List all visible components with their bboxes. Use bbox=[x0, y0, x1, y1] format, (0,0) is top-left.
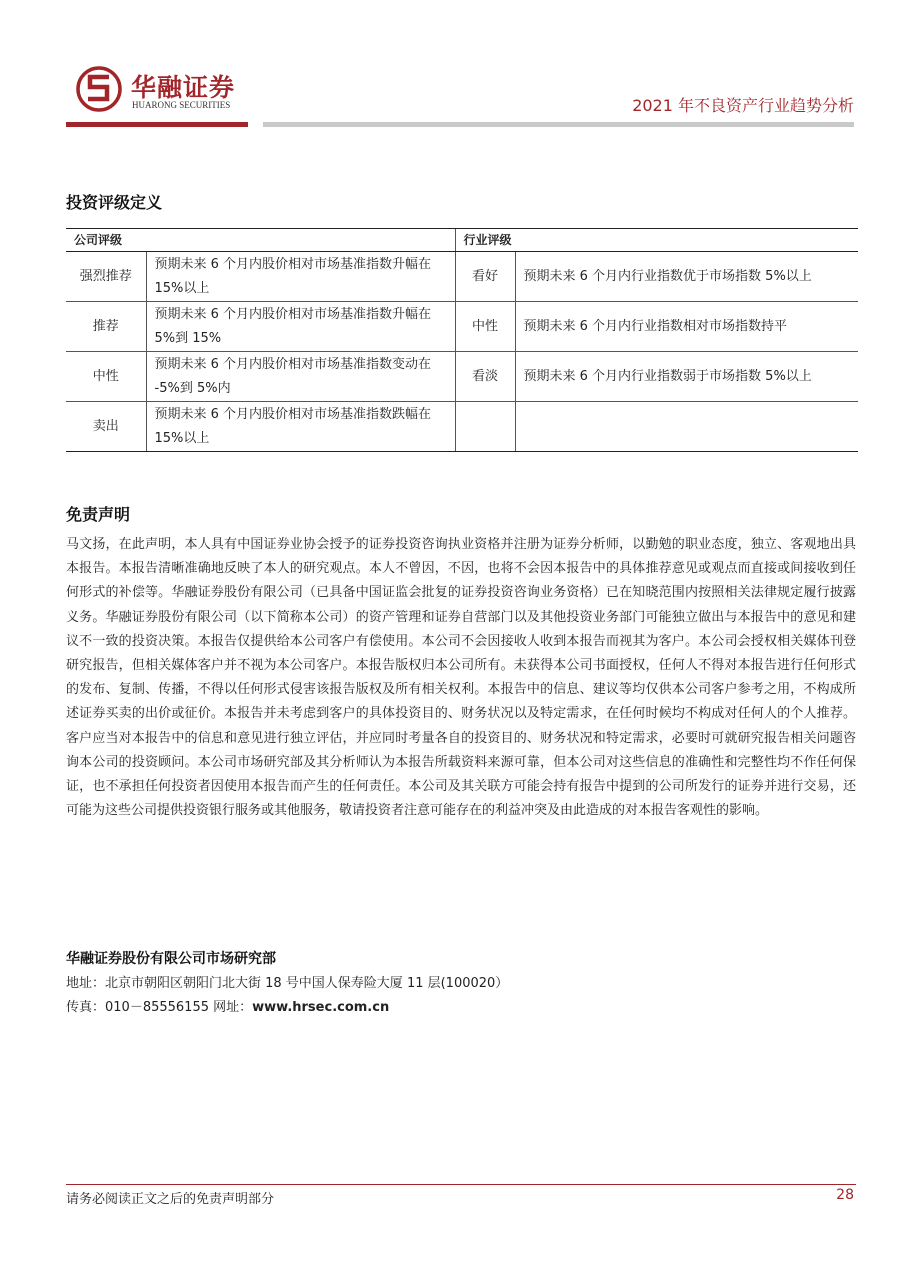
fax-and-website bbox=[66, 996, 389, 1015]
footer-note: 请务必阅读正文之后的免责声明部分 bbox=[66, 1192, 275, 1207]
table-row bbox=[66, 402, 858, 452]
industry-rating-desc bbox=[515, 402, 858, 452]
industry-rating-desc: 预期未来 6 个月内行业指数优于市场指数 5%以上 bbox=[515, 252, 858, 302]
huarong-logo-icon bbox=[76, 66, 122, 112]
disclaimer-text: 马文扬，在此声明，本人具有中国证券业协会授予的证券投资咨询执业资格并注册为证券分析师，以勤勉的职业态度，独立、客观地出具本报告。本报告清晰准确地反映了本人的研究观点。本人不曾因，不因，也将不会因本报告中的具体推荐意见或观点而直接或间接收到任何形式的补偿等。华融证券股份有限公司（已具备中国证监会批复的证券投资咨询业务资格）已在知晓范围内按照相关法律规定履行披露义务。华融证券股份有限公司（以下简称本公司）的资产管理和证券自营部门以及其他投资业务部门可能独立做出与本报告中的意见和建议不一致的投资决策。本报告仅提供给本公司客户有偿使用。本公司不会因接收人收到本报告而视其为客户。本公司会授权相关媒体刊登研究报告，但相关媒体客户并不视为本公司客户。本报告版权归本公司所有。未获得本公司书面授权，任何人不得对本报告进行任何形式的发布、复制、传播，不得以任何形式侵害该报告版权及所有相关权利。本报告中的信息、建议等均仅供本公司客户参考之用，不构成所述证券买卖的出价或征价。本报告并未考虑到客户的具体投资目的、财务状况以及特定需求，在任何时候均不构成对任何人的个人推荐。客户应当对本报告中的信息和意见进行独立评估，并应同时考量各自的投资目的、财务状况和特定需求，必要时可就研究报告相关问题咨询本公司的投资顾问。本公司市场研究部及其分析师认为本报告所载资料来源可靠，但本公司对这些信息的准确性和完整性均不作任何保证，也不承担任何投资者因使用本报告而产生的任何责任。本公司及其关联方可能会持有报告中提到的公司所发行的证券并进行交易，还可能为这些公司提供投资银行服务或其他服务，敬请投资者注意可能存在的利益冲突及由此造成的对本报告客观性的影响。 bbox=[66, 537, 856, 819]
table-header-row bbox=[66, 229, 858, 252]
company-rating-desc: 预期未来 6 个月内股价相对市场基准指数跌幅在 15%以上 bbox=[146, 402, 455, 452]
company-name: 华融证券股份有限公司市场研究部 bbox=[66, 951, 276, 967]
industry-rating-label bbox=[455, 402, 515, 452]
rating-section-title: 投资评级定义 bbox=[66, 193, 163, 212]
header-divider-gray bbox=[263, 122, 854, 127]
company-rating-label: 推荐 bbox=[66, 302, 146, 352]
industry-rating-label: 看好 bbox=[455, 252, 515, 302]
industry-rating-label: 中性 bbox=[455, 302, 515, 352]
company-rating-label: 中性 bbox=[66, 352, 146, 402]
company-rating-label: 强烈推荐 bbox=[66, 252, 146, 302]
industry-rating-label: 看淡 bbox=[455, 352, 515, 402]
table-row bbox=[66, 252, 858, 302]
industry-rating-header: 行业评级 bbox=[455, 229, 858, 252]
brand-name-cn: 华融证券 bbox=[131, 73, 236, 102]
disclaimer-title: 免责声明 bbox=[66, 505, 131, 524]
table-row bbox=[66, 302, 858, 352]
fax-label: 传真：010－85556155 网址： bbox=[66, 1000, 253, 1015]
page-header bbox=[0, 0, 920, 130]
company-rating-desc: 预期未来 6 个月内股价相对市场基准指数升幅在 5%到 15% bbox=[146, 302, 455, 352]
header-divider-red bbox=[66, 122, 248, 127]
website-link[interactable]: www.hrsec.com.cn bbox=[252, 1000, 390, 1015]
report-title: 2021 年不良资产行业趋势分析 bbox=[632, 96, 854, 115]
industry-rating-desc: 预期未来 6 个月内行业指数相对市场指数持平 bbox=[515, 302, 858, 352]
company-rating-header: 公司评级 bbox=[66, 229, 455, 252]
footer-divider bbox=[66, 1184, 856, 1185]
rating-definition-table bbox=[66, 228, 858, 452]
company-rating-desc: 预期未来 6 个月内股价相对市场基准指数升幅在 15%以上 bbox=[146, 252, 455, 302]
table-row bbox=[66, 352, 858, 402]
page-number: 28 bbox=[836, 1187, 854, 1203]
company-rating-desc: 预期未来 6 个月内股价相对市场基准指数变动在 -5%到 5%内 bbox=[146, 352, 455, 402]
company-rating-label: 卖出 bbox=[66, 402, 146, 452]
company-address: 地址：北京市朝阳区朝阳门北大街 18 号中国人保寿险大厦 11 层(100020） bbox=[66, 976, 509, 991]
industry-rating-desc: 预期未来 6 个月内行业指数弱于市场指数 5%以上 bbox=[515, 352, 858, 402]
brand-name-en: HUARONG SECURITIES bbox=[132, 100, 231, 110]
